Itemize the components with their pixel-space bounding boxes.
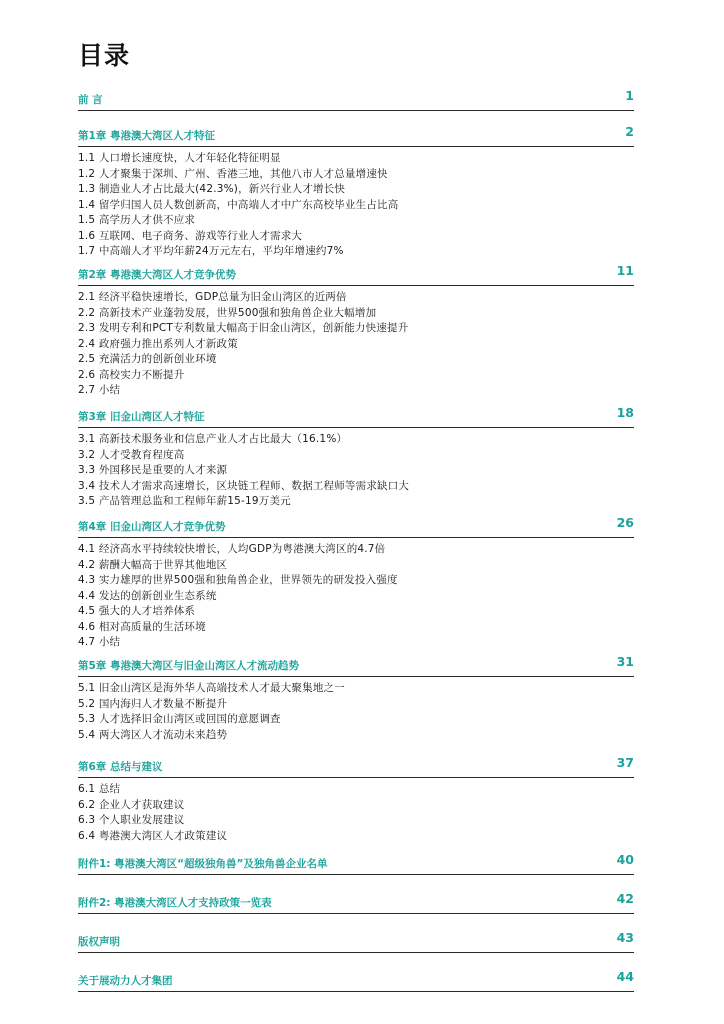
toc-section-item[interactable]: 1.4 留学归国人员人数创新高，中高端人才中广东高校毕业生占比高 bbox=[78, 198, 399, 211]
toc-section-item[interactable]: 5.2 国内海归人才数量不断提升 bbox=[78, 697, 228, 710]
toc-entry-chapter-2[interactable] bbox=[78, 263, 634, 399]
toc-heading[interactable] bbox=[78, 405, 634, 428]
toc-section-item[interactable]: 2.7 小结 bbox=[78, 384, 121, 396]
toc-heading-title[interactable]: 第5章 粤港澳大湾区与旧金山湾区人才流动趋势 bbox=[78, 660, 299, 672]
toc-section-list bbox=[78, 542, 634, 651]
toc-entry-chapter-1[interactable] bbox=[78, 124, 634, 260]
toc-entry-appendix-2[interactable] bbox=[78, 891, 634, 914]
toc-page-number: 18 bbox=[616, 405, 634, 420]
toc-section-item[interactable]: 5.4 两大湾区人才流动未来趋势 bbox=[78, 728, 228, 741]
toc-section-item[interactable]: 2.4 政府强力推出系列人才新政策 bbox=[78, 337, 238, 350]
toc-entry-chapter-4[interactable] bbox=[78, 515, 634, 651]
toc-page-number: 31 bbox=[616, 654, 634, 669]
toc-section-item[interactable]: 2.3 发明专利和PCT专利数量大幅高于旧金山湾区，创新能力快速提升 bbox=[78, 322, 409, 334]
toc-heading-title[interactable]: 第6章 总结与建议 bbox=[78, 761, 163, 773]
toc-heading-title[interactable]: 版权声明 bbox=[78, 936, 120, 948]
toc-section-item[interactable]: 4.1 经济高水平持续较快增长，人均GDP为粤港澳大湾区的4.7倍 bbox=[78, 543, 386, 555]
toc-section-item[interactable]: 2.5 充满活力的创新创业环境 bbox=[78, 353, 217, 365]
toc-page-number: 42 bbox=[616, 891, 634, 906]
toc-heading-title[interactable]: 关于展动力人才集团 bbox=[78, 975, 173, 987]
toc-heading[interactable] bbox=[78, 930, 634, 953]
toc-section-item[interactable]: 6.2 企业人才获取建议 bbox=[78, 798, 185, 811]
toc-page-number: 26 bbox=[616, 515, 634, 530]
toc-section-item[interactable]: 4.2 薪酬大幅高于世界其他地区 bbox=[78, 558, 228, 571]
toc-section-item[interactable]: 6.1 总结 bbox=[78, 783, 121, 795]
toc-page-number: 1 bbox=[625, 88, 634, 103]
toc-section-list bbox=[78, 432, 634, 510]
toc-heading[interactable] bbox=[78, 654, 634, 677]
toc-heading[interactable] bbox=[78, 891, 634, 914]
toc-section-item[interactable]: 4.3 实力雄厚的世界500强和独角兽企业，世界领先的研发投入强度 bbox=[78, 574, 398, 586]
toc-heading[interactable] bbox=[78, 88, 634, 111]
toc-section-item[interactable]: 3.3 外国移民是重要的人才来源 bbox=[78, 464, 228, 476]
toc-section-item[interactable]: 6.3 个人职业发展建议 bbox=[78, 814, 185, 826]
toc-section-item[interactable]: 4.6 相对高质量的生活环境 bbox=[78, 620, 206, 633]
toc-heading-title[interactable]: 前 言 bbox=[78, 94, 103, 106]
toc-page-number: 11 bbox=[616, 263, 634, 278]
toc-section-item[interactable]: 1.3 制造业人才占比最大(42.3%)，新兴行业人才增长快 bbox=[78, 183, 346, 195]
toc-heading-title[interactable]: 附件1: 粤港澳大湾区“超级独角兽”及独角兽企业名单 bbox=[78, 858, 328, 870]
toc-section-item[interactable]: 4.4 发达的创新创业生态系统 bbox=[78, 589, 217, 602]
toc-section-list bbox=[78, 151, 634, 260]
toc-page-number: 40 bbox=[616, 852, 634, 867]
toc-heading[interactable] bbox=[78, 969, 634, 992]
toc-section-item[interactable]: 4.5 强大的人才培养体系 bbox=[78, 605, 196, 617]
toc-entry-preface[interactable] bbox=[78, 88, 634, 111]
toc-page-number: 44 bbox=[616, 969, 634, 984]
toc-heading-title[interactable]: 第2章 粤港澳大湾区人才竞争优势 bbox=[78, 269, 236, 281]
toc-heading[interactable] bbox=[78, 755, 634, 778]
toc-heading-title[interactable]: 附件2: 粤港澳大湾区人才支持政策一览表 bbox=[78, 897, 272, 909]
toc-section-item[interactable]: 1.1 人口增长速度快，人才年轻化特征明显 bbox=[78, 152, 281, 164]
toc-section-item[interactable]: 2.6 高校实力不断提升 bbox=[78, 368, 185, 381]
toc-section-item[interactable]: 4.7 小结 bbox=[78, 636, 121, 648]
toc-page-number: 43 bbox=[616, 930, 634, 945]
page-title: 目录 bbox=[78, 41, 131, 70]
toc-page-number: 37 bbox=[616, 755, 634, 770]
toc-section-item[interactable]: 1.7 中高端人才平均年薪24万元左右，平均年增速约7% bbox=[78, 245, 344, 257]
toc-section-item[interactable]: 1.2 人才聚集于深圳、广州、香港三地，其他八市人才总量增速快 bbox=[78, 167, 388, 180]
toc-section-item[interactable]: 3.5 产品管理总监和工程师年薪15-19万美元 bbox=[78, 495, 291, 507]
toc-heading-title[interactable]: 第1章 粤港澳大湾区人才特征 bbox=[78, 130, 215, 142]
toc-heading[interactable] bbox=[78, 124, 634, 147]
toc-section-item[interactable]: 5.1 旧金山湾区是海外华人高端技术人才最大聚集地之一 bbox=[78, 682, 345, 694]
toc-entry-chapter-3[interactable] bbox=[78, 405, 634, 510]
toc-heading-title[interactable]: 第4章 旧金山湾区人才竞争优势 bbox=[78, 521, 226, 533]
toc-heading-title[interactable]: 第3章 旧金山湾区人才特征 bbox=[78, 411, 205, 423]
toc-entry-chapter-5[interactable] bbox=[78, 654, 634, 743]
toc-section-item[interactable]: 2.2 高新技术产业蓬勃发展，世界500强和独角兽企业大幅增加 bbox=[78, 306, 377, 319]
toc-section-item[interactable]: 3.2 人才受教育程度高 bbox=[78, 448, 185, 461]
toc-section-item[interactable]: 1.6 互联网、电子商务、游戏等行业人才需求大 bbox=[78, 229, 303, 242]
toc-entry-appendix-1[interactable] bbox=[78, 852, 634, 875]
toc-section-item[interactable]: 1.5 高学历人才供不应求 bbox=[78, 214, 196, 226]
toc-heading[interactable] bbox=[78, 263, 634, 286]
toc-heading[interactable] bbox=[78, 515, 634, 538]
toc-section-item[interactable]: 2.1 经济平稳快速增长，GDP总量为旧金山湾区的近两倍 bbox=[78, 291, 347, 303]
toc-entry-about[interactable] bbox=[78, 969, 634, 992]
toc-page-number: 2 bbox=[625, 124, 634, 139]
toc-heading[interactable] bbox=[78, 852, 634, 875]
toc-section-list bbox=[78, 681, 634, 743]
toc-section-item[interactable]: 6.4 粤港澳大湾区人才政策建议 bbox=[78, 829, 228, 842]
toc-entry-chapter-6[interactable] bbox=[78, 755, 634, 844]
toc-entry-copyright[interactable] bbox=[78, 930, 634, 953]
toc-section-list bbox=[78, 290, 634, 399]
toc-section-list bbox=[78, 782, 634, 844]
toc-section-item[interactable]: 5.3 人才选择旧金山湾区或回国的意愿调查 bbox=[78, 713, 281, 725]
toc-section-item[interactable]: 3.1 高新技术服务业和信息产业人才占比最大（16.1%） bbox=[78, 433, 348, 445]
toc-section-item[interactable]: 3.4 技术人才需求高速增长，区块链工程师、数据工程师等需求缺口大 bbox=[78, 479, 410, 492]
